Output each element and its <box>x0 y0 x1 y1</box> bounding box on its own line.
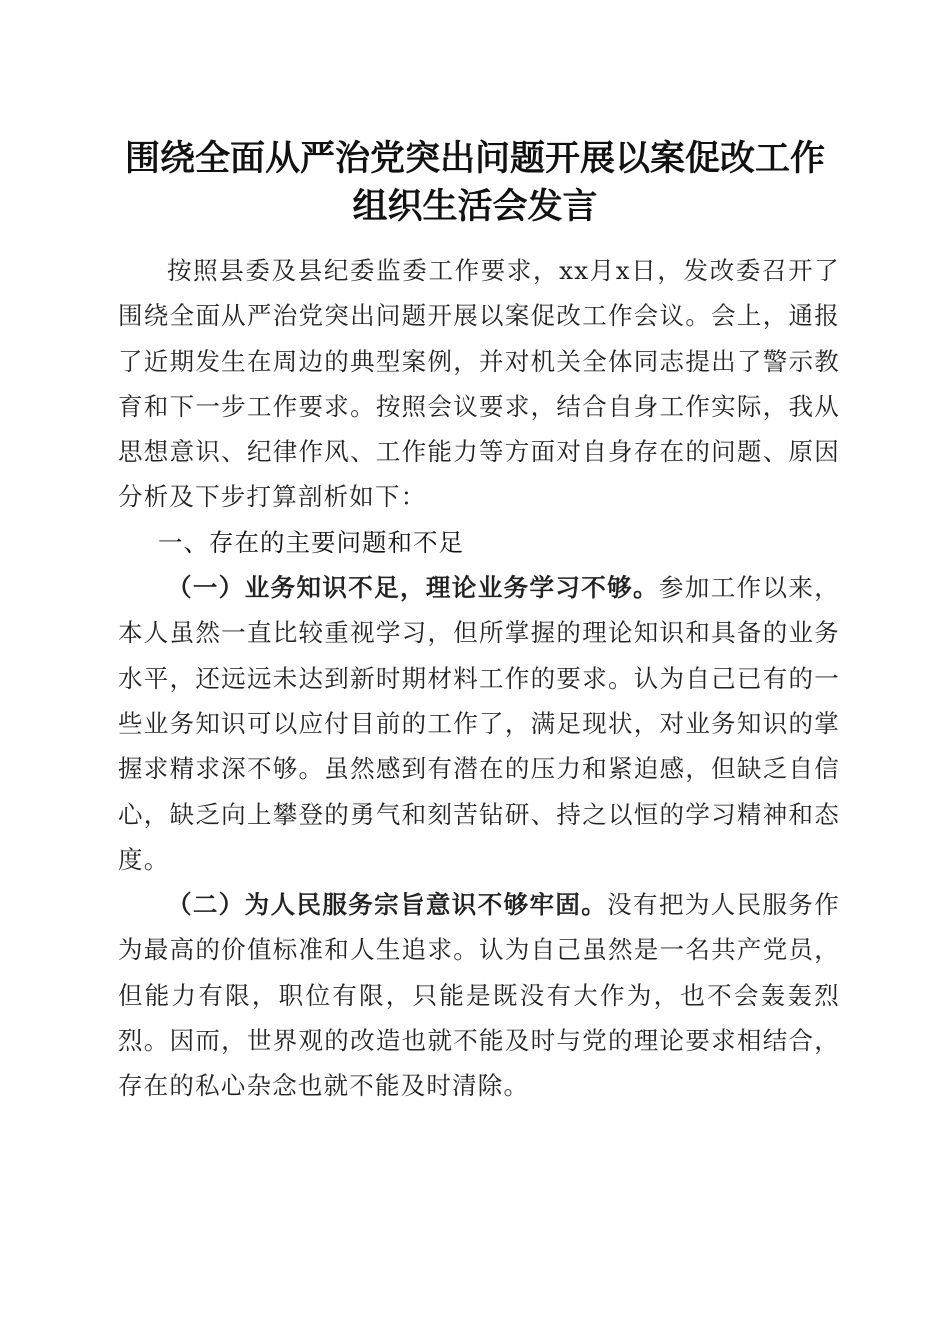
item-paragraph-2 <box>118 882 840 1108</box>
document-title-line-2: 组织生活会发言 <box>352 186 598 227</box>
document-body <box>118 248 840 1109</box>
document-title-line-1: 围绕全面从严治党突出问题开展以案促改工作 <box>124 138 825 179</box>
item-paragraph-1 <box>118 565 840 882</box>
item-2-lead: （二）为人民服务宗旨意识不够牢固。 <box>167 890 608 920</box>
item-1-body: 参加工作以来，本人虽然一直比较重视学习，但所掌握的理论知识和具备的业务水平，还远远未达到新时期材料工作的要求。认为自己已有的一些业务知识可以应付目前的工作了，满足现状，对业务知识的掌握求精求深不够。虽然感到有潜在的压力和紧迫感，但缺乏自信心，缺乏向上攀登的勇气和刻苦钻研、持之以恒的学习精神和态度。 <box>118 573 840 874</box>
item-2-body: 没有把为人民服务作为最高的价值标准和人生追求。认为自己虽然是一名共产党员，但能力有限，职位有限，只能是既没有大作为，也不会轰轰烈烈。因而，世界观的改造也就不能及时与党的理论要求相结合，存在的私心杂念也就不能及时清除。 <box>118 890 840 1101</box>
intro-paragraph: 按照县委及县纪委监委工作要求，xx月x日，发改委召开了围绕全面从严治党突出问题开展以案促改工作会议。会上，通报了近期发生在周边的典型案例，并对机关全体同志提出了警示教育和下一步工作要求。按照会议要求，结合自身工作实际，我从思想意识、纪律作风、工作能力等方面对自身存在的问题、原因分析及下步打算剖析如下： <box>118 256 840 512</box>
section-heading-1: 一、存在的主要问题和不足 <box>158 527 464 557</box>
item-1-lead: （一）业务知识不足，理论业务学习不够。 <box>167 573 659 603</box>
